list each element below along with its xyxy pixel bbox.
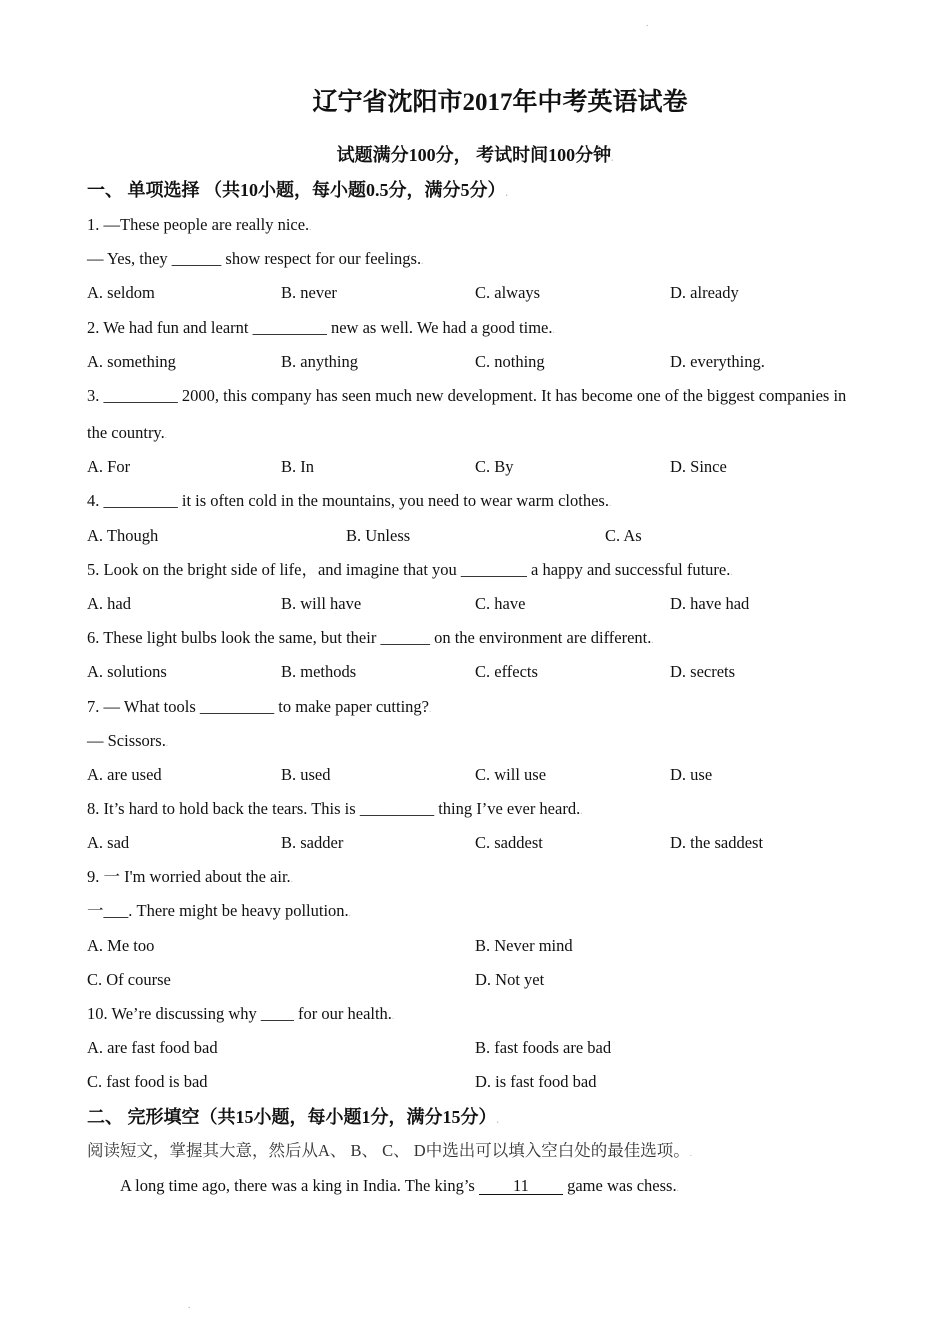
section-1-heading: 一、 单项选择 （共10小题，每小题0.5分，满分5分）. (87, 180, 508, 200)
q1-option-d[interactable]: D. already (670, 283, 739, 302)
q9-option-d[interactable]: D. Not yet (475, 970, 545, 989)
q5-option-d[interactable]: D. have had (670, 594, 750, 613)
question-1-response: — Yes, they ______ show respect for our feelings.. (87, 249, 424, 268)
q5-option-a[interactable]: A. had (87, 594, 131, 613)
question-7-prompt: 7. — What tools _________ to make paper cutting?. (87, 697, 432, 716)
q3-option-c[interactable]: C. By (475, 457, 514, 476)
section-2-instruction: 阅读短文，掌握其大意，然后从A、 B、 C、 D中选出可以填入空白处的最佳选项。. (87, 1141, 692, 1160)
passage-line-1: A long time ago, there was a king in India. The king’s 11 game was chess.. (120, 1176, 679, 1195)
q4-option-b[interactable]: B. Unless (346, 526, 411, 545)
q10-option-c[interactable]: C. fast food is bad (87, 1072, 208, 1091)
q6-option-a[interactable]: A. solutions (87, 662, 167, 681)
q8-option-b[interactable]: B. sadder (281, 833, 344, 852)
q6-option-c[interactable]: C. effects (475, 662, 538, 681)
q1-option-c[interactable]: C. always (475, 283, 541, 302)
q8-option-a[interactable]: A. sad (87, 833, 130, 852)
q6-option-d[interactable]: D. secrets (670, 662, 736, 681)
q7-option-a[interactable]: A. are used (87, 765, 162, 784)
blank-11[interactable]: 11 (479, 1177, 563, 1195)
question-8: 8. It’s hard to hold back the tears. This is _________ thing I’ve ever heard.. (87, 799, 583, 818)
section-2-heading: 二、 完形填空（共15小题，每小题1分，满分15分）. (87, 1107, 499, 1127)
q10-option-d[interactable]: D. is fast food bad (475, 1072, 597, 1091)
question-3-line-2: the country.. (87, 423, 167, 442)
q9-option-b[interactable]: B. Never mind (475, 936, 573, 955)
q9-option-c[interactable]: C. Of course (87, 970, 171, 989)
q3-option-a[interactable]: A. For (87, 457, 131, 476)
page-subtitle: 试题满分100分， 考试时间100分钟. (336, 145, 614, 165)
question-2: 2. We had fun and learnt _________ new as well. We had a good time.. (87, 318, 555, 337)
q10-option-b[interactable]: B. fast foods are bad (475, 1038, 612, 1057)
q1-option-b[interactable]: B. never (281, 283, 337, 302)
q10-option-a[interactable]: A. are fast food bad (87, 1038, 218, 1057)
question-6: 6. These light bulbs look the same, but their ______ on the environment are different.. (87, 628, 654, 647)
question-9-response: 一___. There might be heavy pollution.. (87, 901, 351, 920)
question-10: 10. We’re discussing why ____ for our health.. (87, 1004, 395, 1023)
q7-option-b[interactable]: B. used (281, 765, 331, 784)
q5-option-b[interactable]: B. will have (281, 594, 362, 613)
question-4: 4. _________ it is often cold in the mountains, you need to wear warm clothes.. (87, 491, 612, 510)
q8-option-c[interactable]: C. saddest (475, 833, 543, 852)
q2-option-d[interactable]: D. everything. (670, 352, 765, 371)
q7-option-c[interactable]: C. will use (475, 765, 547, 784)
question-5: 5. Look on the bright side of life，and imagine that you ________ a happy and successful future.. (87, 560, 733, 579)
q3-option-d[interactable]: D. Since (670, 457, 727, 476)
q2-option-a[interactable]: A. something (87, 352, 176, 371)
q8-option-d[interactable]: D. the saddest (670, 833, 764, 852)
q5-option-c[interactable]: C. have (475, 594, 526, 613)
q9-option-a[interactable]: A. Me too (87, 936, 155, 955)
q3-option-b[interactable]: B. In (281, 457, 314, 476)
q1-option-a[interactable]: A. seldom (87, 283, 155, 302)
question-3-line-1: 3. _________ 2000, this company has seen much new development. It has become one of the biggest companies in (87, 386, 847, 405)
page-mark-bottom: . (188, 1300, 191, 1310)
page-title: 辽宁省沈阳市2017年中考英语试卷 (312, 89, 688, 116)
q2-option-b[interactable]: B. anything (281, 352, 358, 371)
q7-option-d[interactable]: D. use (670, 765, 713, 784)
q6-option-b[interactable]: B. methods (281, 662, 357, 681)
question-1-prompt: 1. —These people are really nice.. (87, 215, 312, 234)
q2-option-c[interactable]: C. nothing (475, 352, 545, 371)
question-9-prompt: 9. 一 I'm worried about the air.. (87, 867, 293, 886)
q4-option-a[interactable]: A. Though (87, 526, 159, 545)
question-7-response: — Scissors.. (87, 731, 169, 750)
q4-option-c[interactable]: C. As (605, 526, 642, 545)
page-mark-top: . (646, 18, 649, 28)
